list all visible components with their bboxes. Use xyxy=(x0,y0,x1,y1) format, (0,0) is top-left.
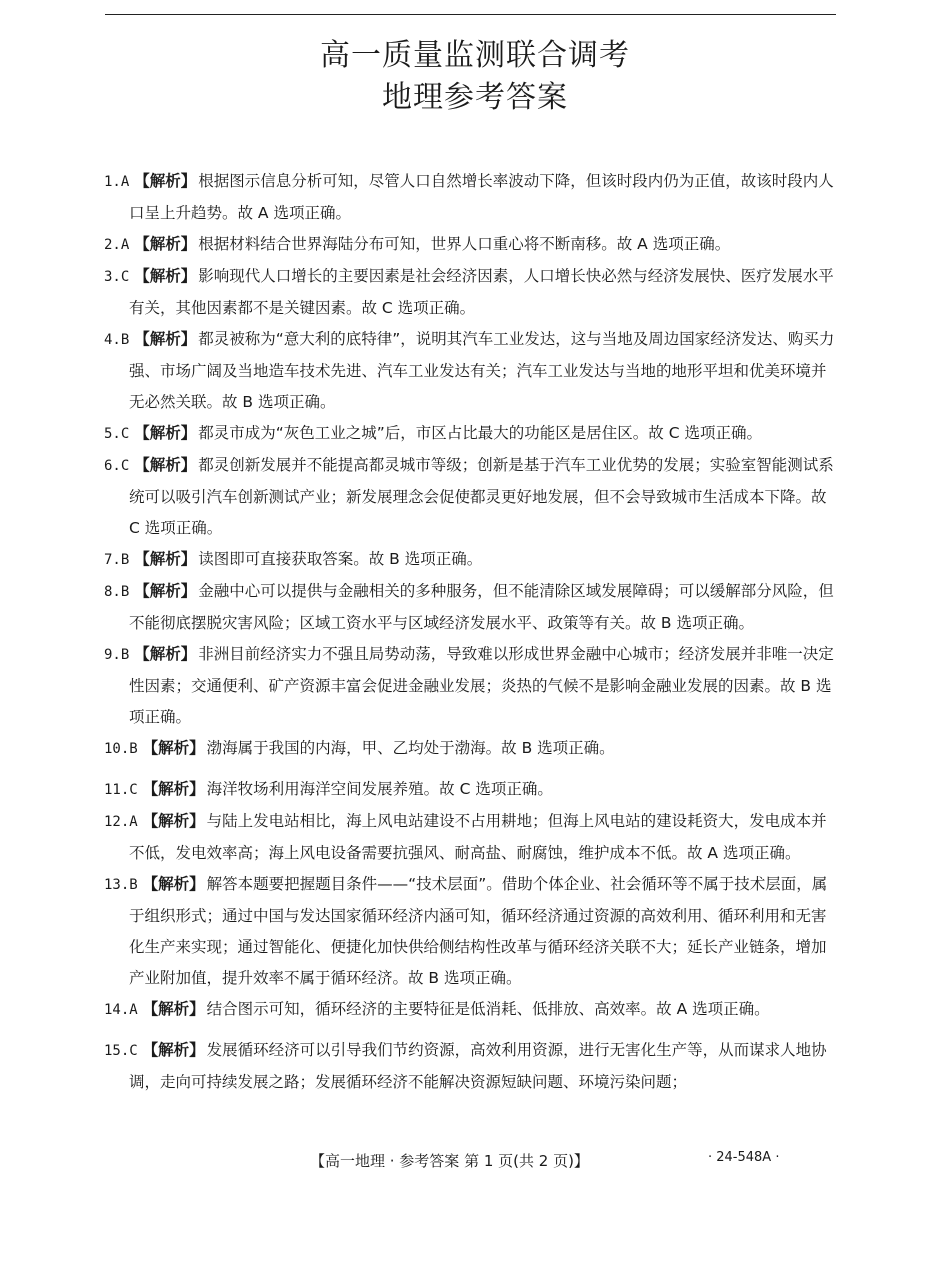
analysis-tag: 【解析】 xyxy=(134,424,197,442)
answer-item xyxy=(104,639,840,733)
answer-number: 4.B xyxy=(104,332,130,348)
answer-number: 8.B xyxy=(104,584,130,600)
answer-text: 结合图示可知，循环经济的主要特征是低消耗、低排放、高效率。故 A 选项正确。 xyxy=(206,1000,770,1018)
answer-item xyxy=(104,1035,840,1098)
top-divider xyxy=(105,14,836,15)
answer-text: 根据图示信息分析可知，尽管人口自然增长率波动下降，但该时段内仍为正值，故该时段内人口呈上升趋势。故 A 选项正确。 xyxy=(129,172,834,222)
answer-item xyxy=(104,261,840,324)
answer-item xyxy=(104,544,840,576)
answer-item xyxy=(104,324,840,418)
analysis-tag: 【解析】 xyxy=(134,582,197,600)
answer-number: 6.C xyxy=(104,458,130,474)
answer-item xyxy=(104,774,840,806)
answer-text: 读图即可直接获取答案。故 B 选项正确。 xyxy=(198,550,483,568)
answer-item xyxy=(104,166,840,229)
answer-item xyxy=(104,229,840,261)
answer-number: 5.C xyxy=(104,426,130,442)
analysis-tag: 【解析】 xyxy=(134,550,197,568)
answer-number: 9.B xyxy=(104,647,130,663)
analysis-tag: 【解析】 xyxy=(142,739,205,757)
analysis-tag: 【解析】 xyxy=(134,172,197,190)
answer-number: 10.B xyxy=(104,741,138,757)
footer-page-info: 【高一地理 · 参考答案 第 1 页(共 2 页)】 xyxy=(310,1152,589,1170)
page-subtitle: 地理参考答案 xyxy=(382,80,568,110)
answer-text: 都灵市成为“灰色工业之城”后，市区占比最大的功能区是居住区。故 C 选项正确。 xyxy=(198,424,762,442)
analysis-tag: 【解析】 xyxy=(134,456,197,474)
answer-list xyxy=(104,166,840,1098)
answer-item xyxy=(104,576,840,639)
answer-text: 根据材料结合世界海陆分布可知，世界人口重心将不断南移。故 A 选项正确。 xyxy=(198,235,731,253)
analysis-tag: 【解析】 xyxy=(142,812,205,830)
answer-item xyxy=(104,994,840,1026)
answer-text: 与陆上发电站相比，海上风电站建设不占用耕地；但海上风电站的建设耗资大，发电成本并不低，发电效率高；海上风电设备需要抗强风、耐高盐、耐腐蚀，维护成本不低。故 A 选项正确。 xyxy=(129,812,827,862)
answer-item xyxy=(104,869,840,994)
analysis-tag: 【解析】 xyxy=(142,1041,205,1059)
answer-text: 金融中心可以提供与金融相关的多种服务，但不能清除区域发展障碍；可以缓解部分风险，但不能彻底摆脱灾害风险；区域工资水平与区域经济发展水平、政策等有关。故 B 选项正确。 xyxy=(129,582,834,632)
answer-item xyxy=(104,450,840,544)
answer-number: 3.C xyxy=(104,269,130,285)
answer-number: 13.B xyxy=(104,877,138,893)
analysis-tag: 【解析】 xyxy=(142,780,205,798)
answer-number: 11.C xyxy=(104,782,138,798)
answer-text: 发展循环经济可以引导我们节约资源，高效利用资源，进行无害化生产等，从而谋求人地协调，走向可持续发展之路；发展循环经济不能解决资源短缺问题、环境污染问题； xyxy=(129,1041,827,1091)
answer-number: 1.A xyxy=(104,174,130,190)
answer-text: 渤海属于我国的内海，甲、乙均处于渤海。故 B 选项正确。 xyxy=(206,739,615,757)
answer-text: 影响现代人口增长的主要因素是社会经济因素，人口增长快必然与经济发展快、医疗发展水平有关，其他因素都不是关键因素。故 C 选项正确。 xyxy=(129,267,834,317)
answer-number: 12.A xyxy=(104,814,138,830)
answer-item xyxy=(104,418,840,450)
answer-text: 解答本题要把握题目条件——“技术层面”。借助个体企业、社会循环等不属于技术层面，属于组织形式；通过中国与发达国家循环经济内涵可知，循环经济通过资源的高效利用、循环利用和无害化生产来实现；通过智能化、便捷化加快供给侧结构性改革与循环经济关联不大；延长产业链条，增加产业附加值，提升效率不属于循环经济。故 B 选项正确。 xyxy=(129,875,828,987)
analysis-tag: 【解析】 xyxy=(134,235,197,253)
answer-number: 14.A xyxy=(104,1002,138,1018)
answer-item xyxy=(104,733,840,765)
answer-item xyxy=(104,806,840,869)
analysis-tag: 【解析】 xyxy=(134,267,197,285)
footer-code: · 24-548A · xyxy=(708,1150,780,1165)
answer-text: 非洲目前经济实力不强且局势动荡，导致难以形成世界金融中心城市；经济发展并非唯一决定性因素；交通便利、矿产资源丰富会促进金融业发展；炎热的气候不是影响金融业发展的因素。故 B 选项正确。 xyxy=(129,645,834,726)
analysis-tag: 【解析】 xyxy=(134,645,197,663)
answer-number: 2.A xyxy=(104,237,130,253)
analysis-tag: 【解析】 xyxy=(142,875,205,893)
answer-number: 7.B xyxy=(104,552,130,568)
answer-text: 都灵被称为“意大利的底特律”，说明其汽车工业发达，这与当地及周边国家经济发达、购买力强、市场广阔及当地造车技术先进、汽车工业发达有关；汽车工业发达与当地的地形平坦和优美环境并无必然关联。故 B 选项正确。 xyxy=(129,330,835,411)
page-title: 高一质量监测联合调考 xyxy=(320,38,630,73)
analysis-tag: 【解析】 xyxy=(134,330,197,348)
answer-text: 海洋牧场利用海洋空间发展养殖。故 C 选项正确。 xyxy=(206,780,553,798)
answer-text: 都灵创新发展并不能提高都灵城市等级；创新是基于汽车工业优势的发展；实验室智能测试系统可以吸引汽车创新测试产业；新发展理念会促使都灵更好地发展，但不会导致城市生活成本下降。故 C 选项正确。 xyxy=(129,456,834,537)
answer-number: 15.C xyxy=(104,1043,138,1059)
analysis-tag: 【解析】 xyxy=(142,1000,205,1018)
